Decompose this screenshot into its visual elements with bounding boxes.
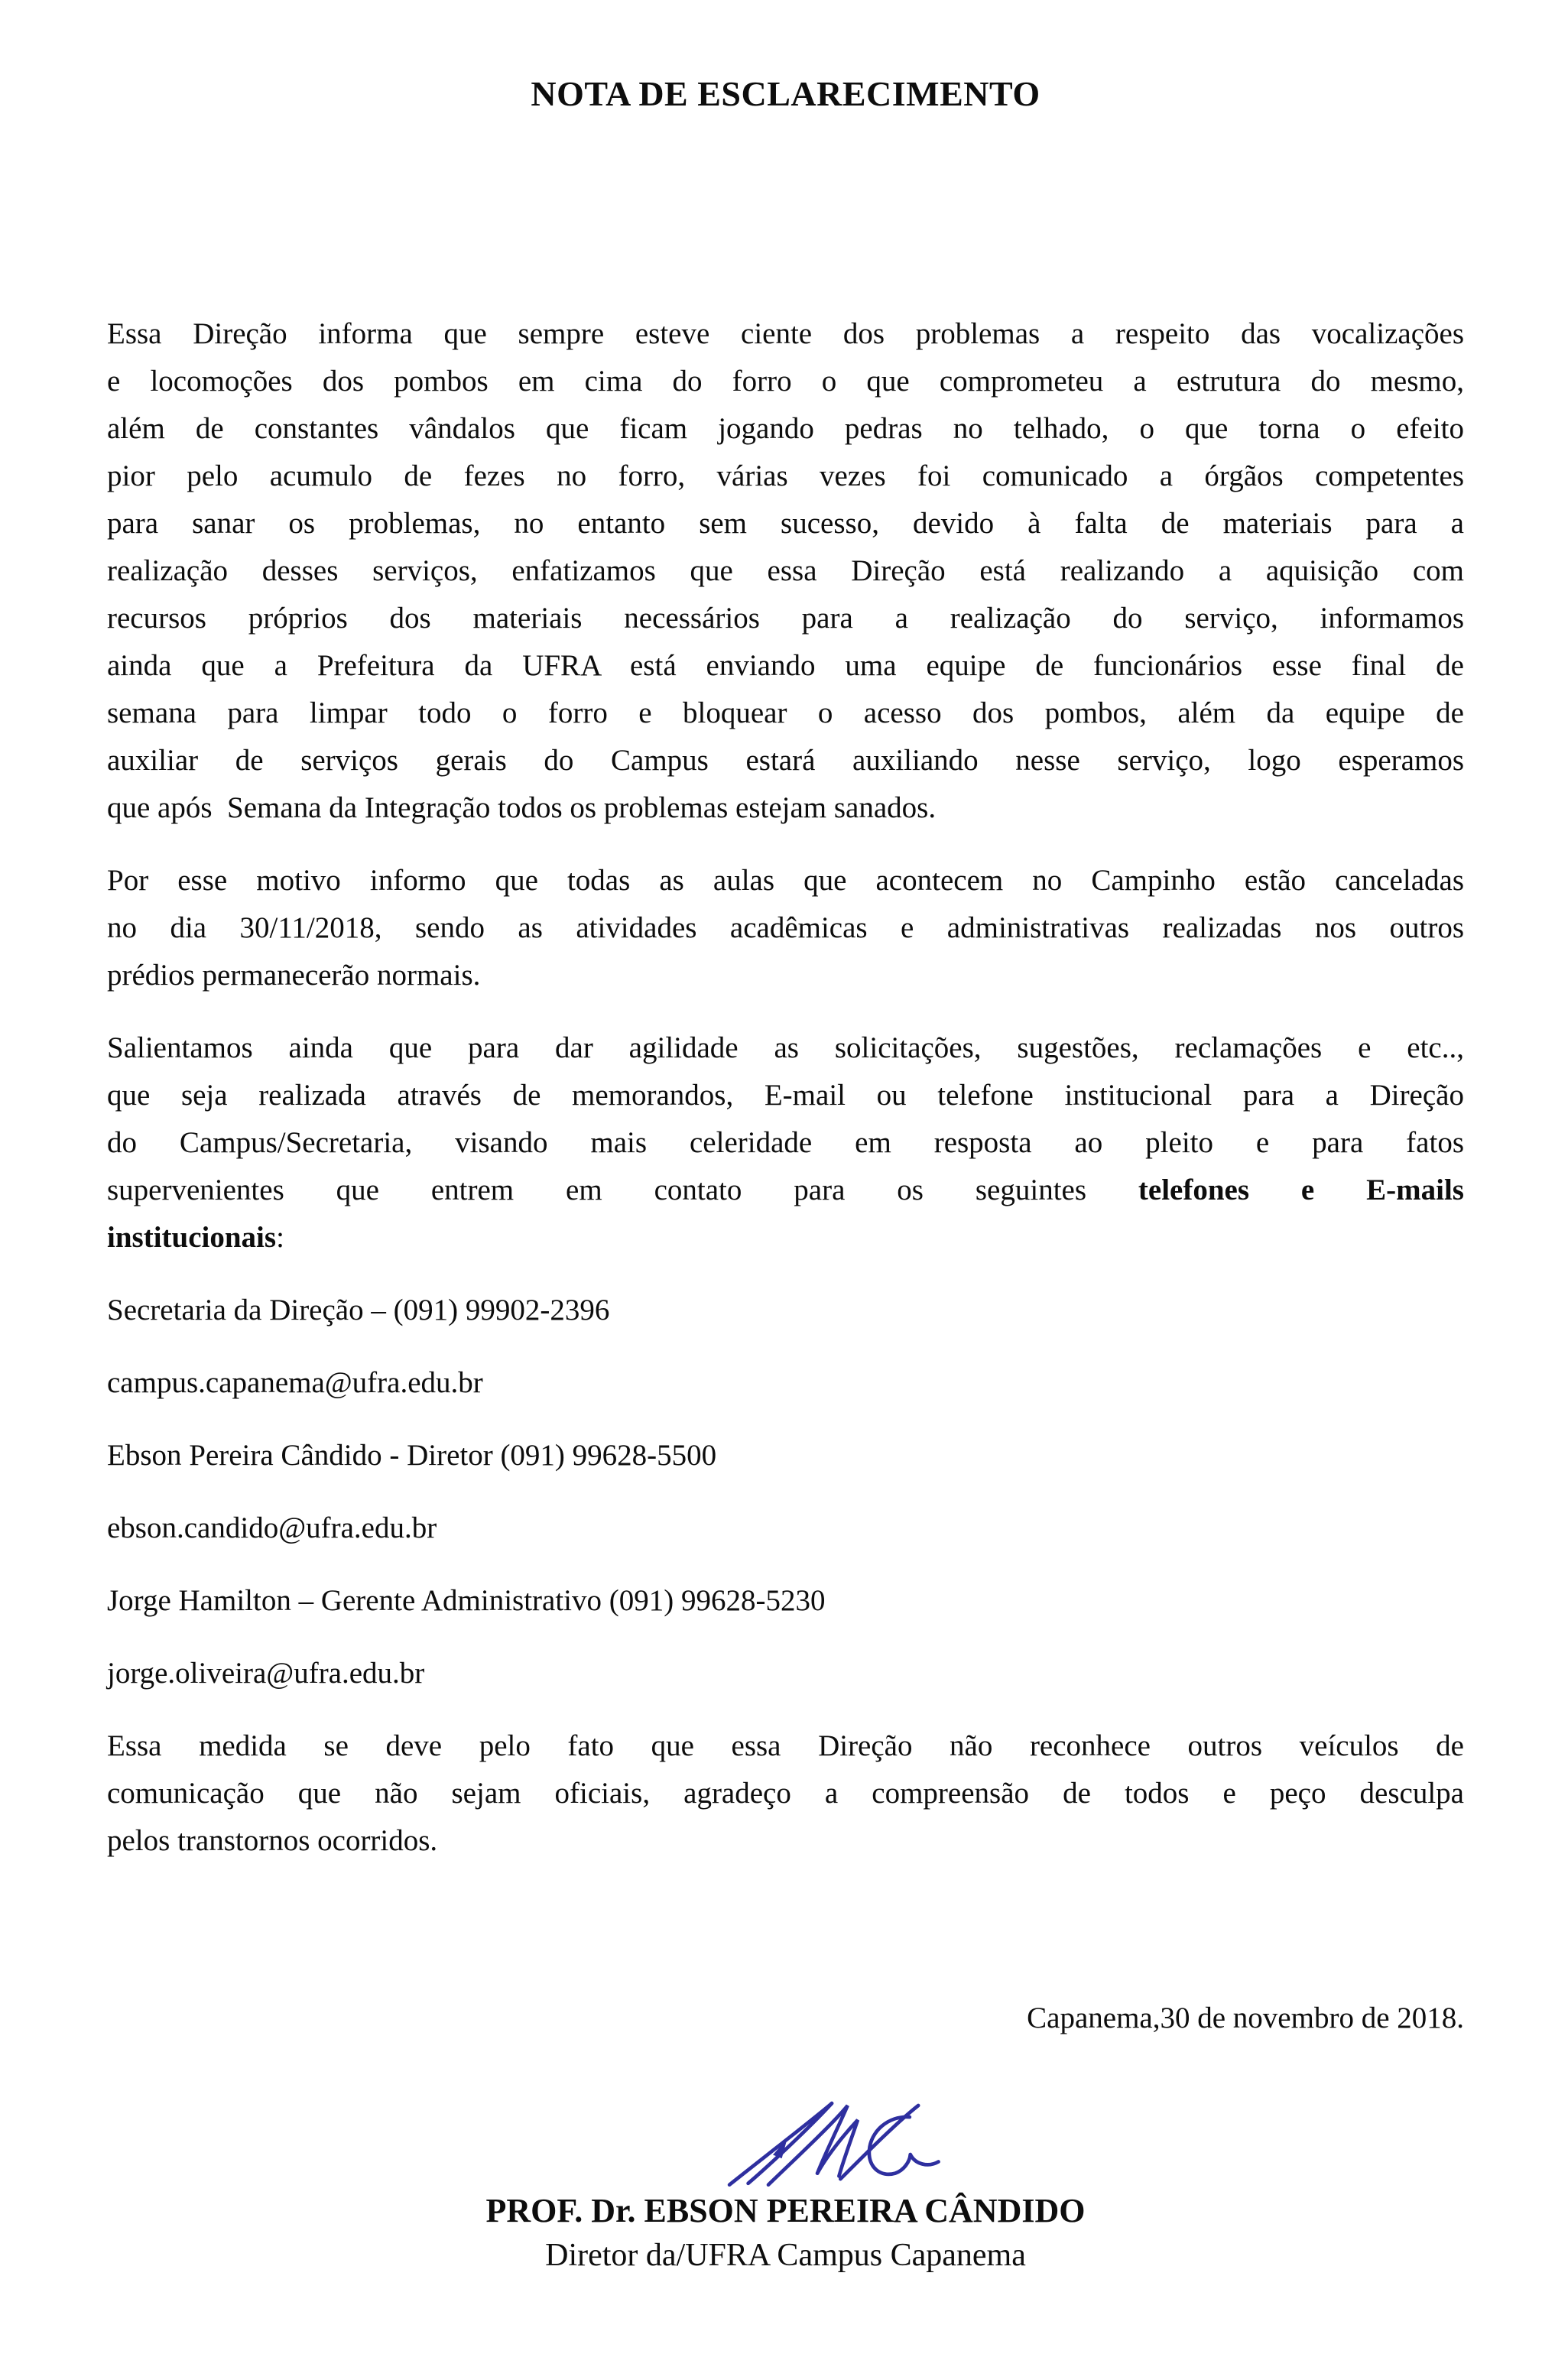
text-segment: do Campus/Secretaria, visando mais celeridade em resposta ao pleito e para fatos [107, 1126, 1464, 1159]
paragraph [107, 310, 1464, 832]
text-line [107, 904, 1464, 952]
text-segment: Essa Direção informa que sempre esteve ciente dos problemas a respeito das vocalizações [107, 317, 1464, 350]
text-segment: para sanar os problemas, no entanto sem sucesso, devido à falta de materiais para a [107, 507, 1464, 540]
contact-line [107, 1577, 1464, 1625]
text-line [107, 784, 1464, 832]
text-line [107, 1505, 1464, 1552]
text-segment: Ebson Pereira Cândido - Diretor (091) 99628-5500 [107, 1439, 717, 1472]
text-line [107, 1722, 1464, 1770]
text-segment: comunicação que não sejam oficiais, agradeço a compreensão de todos e peço desculpa [107, 1777, 1464, 1810]
text-line [107, 1577, 1464, 1625]
text-segment: que após Semana da Integração todos os problemas estejam sanados. [107, 791, 937, 824]
text-line [107, 547, 1464, 595]
text-line [107, 1167, 1464, 1214]
text-segment: além de constantes vândalos que ficam jogando pedras no telhado, o que torna o efeito [107, 412, 1464, 445]
text-segment: no dia 30/11/2018, sendo as atividades acadêmicas e administrativas realizadas nos outros [107, 911, 1464, 944]
text-segment: que seja realizada através de memorandos, E-mail ou telefone institucional para a Direção [107, 1079, 1464, 1112]
text-segment: Salientamos ainda que para dar agilidade as solicitações, sugestões, reclamações e etc.., [107, 1031, 1464, 1064]
text-segment: Jorge Hamilton – Gerente Administrativo (091) 99628-5230 [107, 1584, 826, 1617]
text-line [107, 1770, 1464, 1817]
contact-line [107, 1432, 1464, 1479]
text-segment: pelos transtornos ocorridos. [107, 1824, 438, 1857]
text-segment: prédios permanecerão normais. [107, 959, 481, 992]
text-line [107, 500, 1464, 547]
text-line [107, 1119, 1464, 1167]
paragraph [107, 857, 1464, 999]
document-body [107, 310, 1464, 1865]
text-segment: Por esse motivo informo que todas as aulas que acontecem no Campinho estão canceladas [107, 864, 1464, 897]
contact-line [107, 1650, 1464, 1697]
text-segment: semana para limpar todo o forro e bloquear o acesso dos pombos, além da equipe de [107, 696, 1464, 729]
text-segment: ainda que a Prefeitura da UFRA está enviando uma equipe de funcionários esse final de [107, 649, 1464, 682]
text-line [107, 405, 1464, 453]
text-segment: auxiliar de serviços gerais do Campus estará auxiliando nesse serviço, logo esperamos [107, 744, 1464, 777]
signatory-role: Diretor da/UFRA Campus Capanema [545, 2238, 1026, 2273]
text-line [107, 310, 1464, 358]
text-segment: : [276, 1221, 284, 1254]
text-line [107, 1359, 1464, 1407]
text-segment: Secretaria da Direção – (091) 99902-2396 [107, 1294, 610, 1326]
text-segment: pior pelo acumulo de fezes no forro, várias vezes foi comunicado a órgãos competentes [107, 459, 1464, 492]
contact-line [107, 1287, 1464, 1334]
paragraph [107, 1722, 1464, 1865]
text-line [107, 952, 1464, 999]
signature-ink [717, 2093, 946, 2193]
contact-line [107, 1359, 1464, 1407]
paragraph [107, 1024, 1464, 1261]
text-line [107, 737, 1464, 784]
text-line [107, 1650, 1464, 1697]
text-segment: e locomoções dos pombos em cima do forro o que comprometeu a estrutura do mesmo, [107, 365, 1464, 398]
text-segment: Essa medida se deve pelo fato que essa Direção não reconhece outros veículos de [107, 1729, 1464, 1762]
text-line [107, 1072, 1464, 1119]
bold-text-segment: telefones e E-mails [1138, 1174, 1464, 1206]
text-line [107, 690, 1464, 737]
text-segment: jorge.oliveira@ufra.edu.br [107, 1657, 425, 1690]
text-line [107, 1214, 1464, 1261]
text-line [107, 1432, 1464, 1479]
text-line [107, 1024, 1464, 1072]
contact-line [107, 1505, 1464, 1552]
text-line [107, 595, 1464, 642]
text-segment: ebson.candido@ufra.edu.br [107, 1511, 437, 1544]
text-line [107, 857, 1464, 904]
signature-block [107, 2093, 1464, 2278]
text-line [107, 1287, 1464, 1334]
text-line [107, 1817, 1464, 1865]
signatory-name: PROF. Dr. EBSON PEREIRA CÂNDIDO [485, 2192, 1086, 2229]
text-line [107, 642, 1464, 690]
text-segment: campus.capanema@ufra.edu.br [107, 1366, 483, 1399]
text-segment: realização desses serviços, enfatizamos que essa Direção está realizando a aquisição com [107, 554, 1464, 587]
text-segment: recursos próprios dos materiais necessários para a realização do serviço, informamos [107, 602, 1464, 635]
document-title: NOTA DE ESCLARECIMENTO [531, 74, 1040, 113]
date-line: Capanema,30 de novembro de 2018. [1027, 2002, 1464, 2034]
bold-text-segment: institucionais [107, 1221, 277, 1254]
text-line [107, 358, 1464, 405]
text-line [107, 453, 1464, 500]
text-segment: supervenientes que entrem em contato para os seguintes [107, 1174, 1138, 1206]
